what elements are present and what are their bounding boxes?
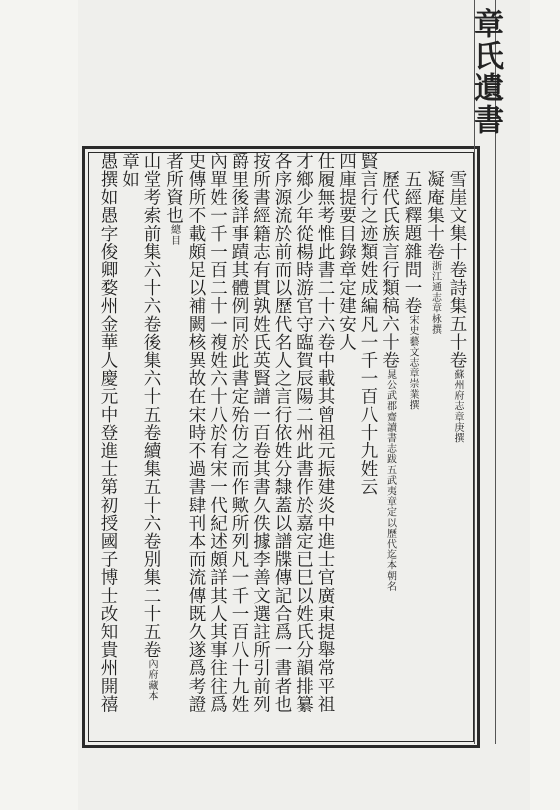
- text-column: [249, 152, 271, 738]
- text-column: [271, 152, 293, 738]
- body-text: [92, 152, 468, 738]
- text-column: [446, 152, 469, 738]
- column-text: 章如: [119, 152, 140, 189]
- column-text: 五經釋題雜問一卷: [402, 170, 422, 315]
- text-column: [314, 152, 336, 738]
- column-text: 仕履無考惟此書二十六卷中載其曾祖元振建炎中進士官廣東提舉常平祖: [315, 152, 335, 714]
- text-column: [357, 152, 379, 738]
- fold-title: 章氏遺書: [468, 8, 503, 136]
- text-column: [140, 152, 163, 738]
- column-text: 愚撰如愚字俊卿婺州金華人慶元中登進士第初授國子博士改知貴州開禧: [98, 152, 118, 714]
- column-note: 蘇州府志章庚撰: [452, 369, 463, 444]
- column-text: 者所資也: [163, 152, 184, 225]
- column-text: 歷代氏族言行類稿六十卷: [379, 170, 400, 370]
- text-column: [335, 152, 357, 738]
- column-text: 爵里後詳事蹟其體例同於此書定殆仿之而作歟所列凡一千一百八十九姓: [229, 152, 249, 714]
- column-text: 四庫提要目錄章定建安人: [336, 152, 357, 352]
- text-column: [97, 152, 119, 738]
- text-column: [185, 152, 207, 738]
- column-text: 雪崖文集十卷詩集五十卷: [447, 170, 467, 370]
- column-text: 按所書經籍志有貫孰姓氏英賢譜一百卷其書久佚據李善文選註所引前列: [250, 152, 271, 714]
- column-note: 晁公武郡齋讀書志跋五武夷章定以歷代迄本朝名: [384, 369, 396, 592]
- text-column: [378, 152, 401, 738]
- column-text: 各序源流於前而以歷代名人之言行依姓分隸蓋以譜牒傳記合爲一書者也: [272, 152, 292, 714]
- column-note: 浙江通志章栐撰: [429, 260, 441, 335]
- text-column: [423, 152, 446, 738]
- column-text: 才鄉少年從楊時游官守臨賀辰陽二州此書作於嘉定已巳以姓氏分韻排纂: [293, 152, 314, 714]
- text-column: [118, 152, 140, 738]
- column-text: 史傳所不載頗足以補闕核異故在宋時不過書肆刊本而流傳既久遂爲考證: [186, 152, 206, 714]
- text-column: [292, 152, 314, 738]
- column-note: 宋史藝文志章崇業撰: [407, 314, 418, 411]
- column-text: 賢言行之迹類姓成編凡一千一百八十九姓云: [358, 152, 378, 496]
- text-column: [228, 152, 250, 738]
- text-column: [162, 152, 185, 738]
- text-column: [401, 152, 424, 738]
- text-column: [206, 152, 228, 738]
- column-note: 內府藏本: [146, 658, 157, 702]
- column-text: 凝庵集十卷: [424, 170, 445, 261]
- column-text: 內單姓一千一百二十一複姓六十八於有宋一代紀述頗詳其人其事往往爲: [207, 152, 228, 714]
- column-text: 山堂考索前集六十六卷後集六十五卷續集五十六卷別集二十五卷: [141, 152, 161, 659]
- column-note: 總目: [168, 224, 180, 246]
